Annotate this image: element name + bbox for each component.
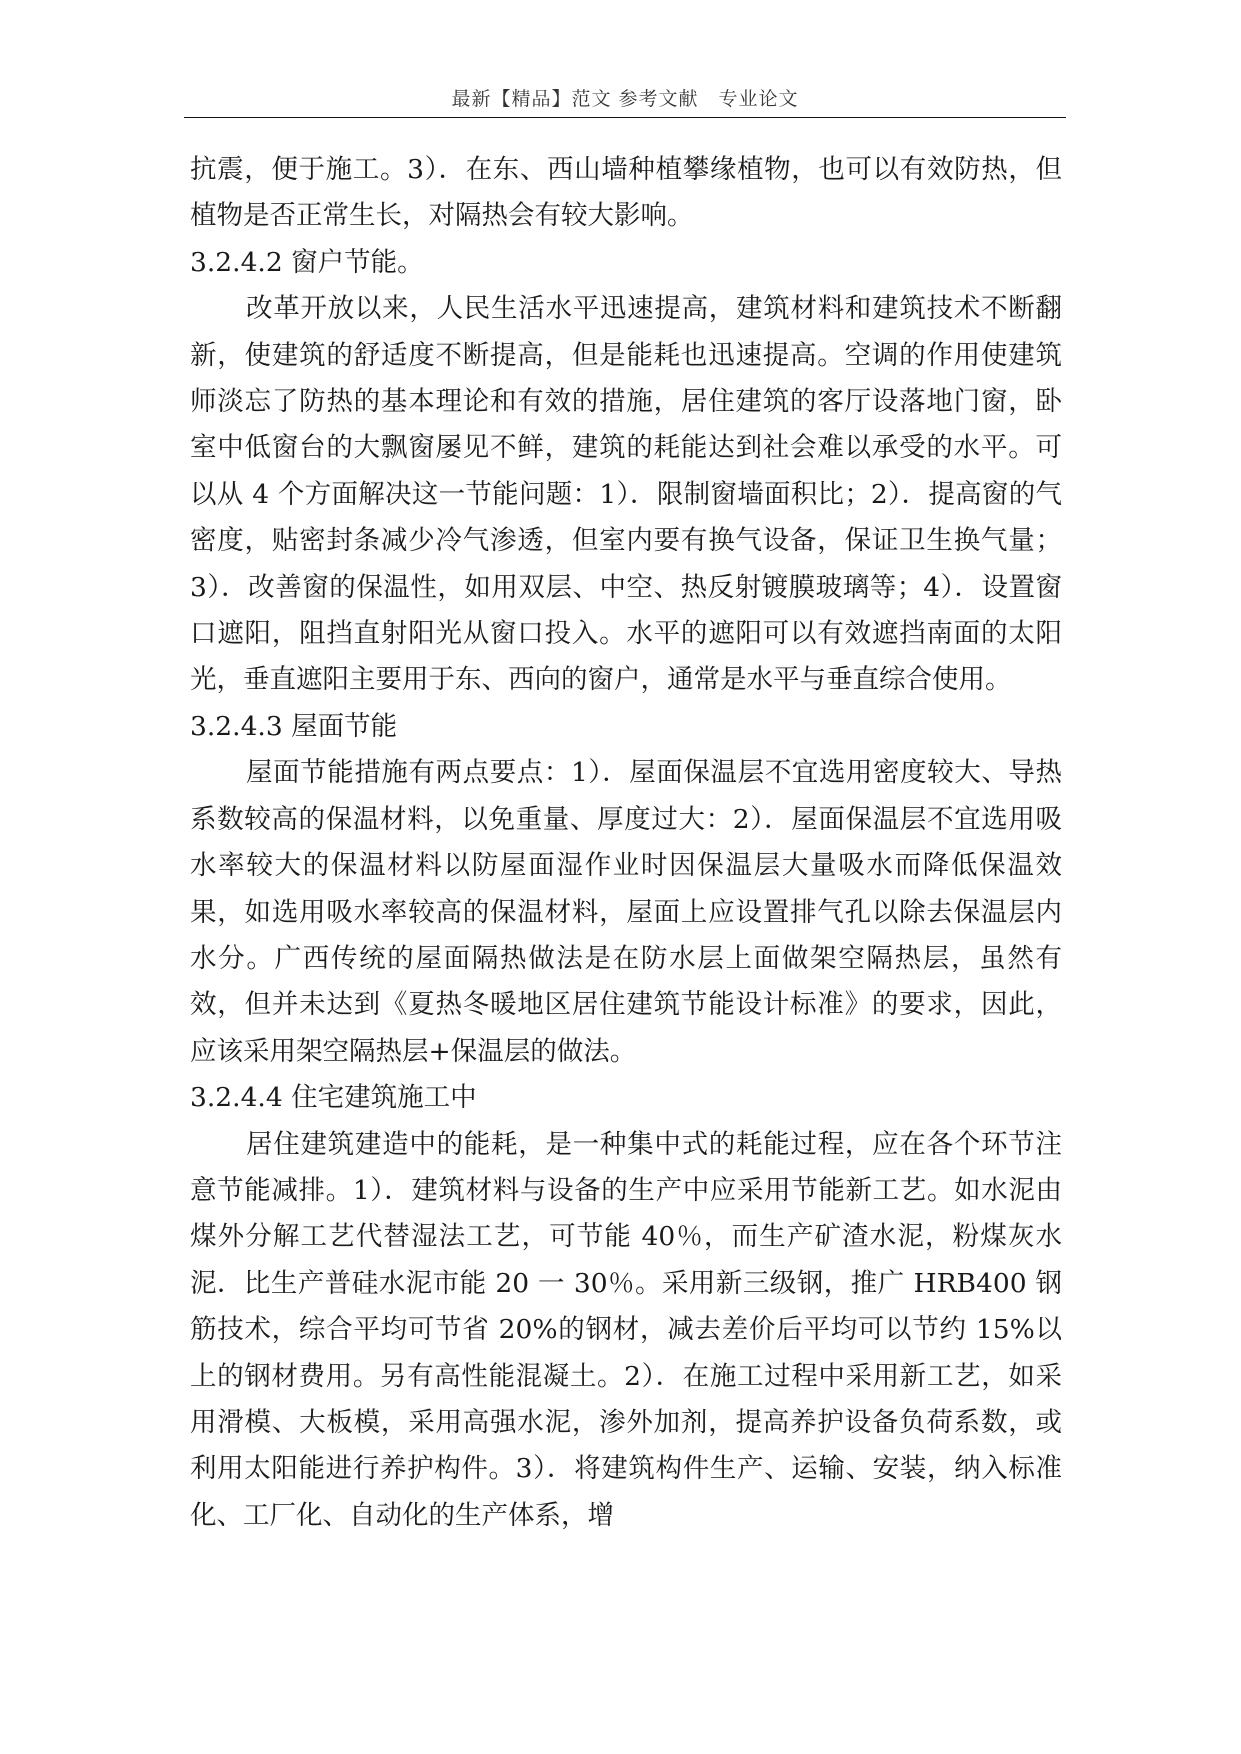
paragraph-window-energy: 改革开放以来，人民生活水平迅速提高，建筑材料和建筑技术不断翻新，使建筑的舒适度不断提高，但是能耗也迅速提高。空调的作用使建筑师淡忘了防热的基本理论和有效的措施，居住建筑的客厅设落地门窗，卧室中低窗台的大飘窗屡见不鲜，建筑的耗能达到社会难以承受的水平。可以从 4 个方面解决这一节能问题：1）．限制窗墙面积比；2）．提高窗的气密度，贴密封条减少冷气渗透，但室内要有换气设备，保证卫生换气量；3）．改善窗的保温性，如用双层、中空、热反射镀膜玻璃等；4）．设置窗口遮阳，阻挡直射阳光从窗口投入。水平的遮阳可以有效遮挡南面的太阳光，垂直遮阳主要用于东、西向的窗户，通常是水平与垂直综合使用。 — [190, 293, 1062, 696]
header-divider — [184, 117, 1066, 118]
section-heading-construction: 3.2.4.4 住宅建筑施工中 — [190, 1082, 477, 1114]
page-header: 最新【精品】范文 参考文献 专业论文 — [451, 88, 799, 110]
paragraph-continuation: 抗震，便于施工。3）．在东、西山墙种植攀缘植物，也可以有效防热，但植物是否正常生长，对隔热会有较大影响。 — [190, 154, 1062, 232]
section-heading-roof-energy: 3.2.4.3 屋面节能 — [190, 710, 398, 742]
document-body — [190, 147, 1062, 1539]
section-heading-window-energy: 3.2.4.2 窗户节能。 — [190, 246, 424, 278]
paragraph-construction: 居住建筑建造中的能耗，是一种集中式的耗能过程，应在各个环节注意节能减排。1）．建筑材料与设备的生产中应采用节能新工艺。如水泥由煤外分解工艺代替湿法工艺，可节能 40％，而生产矿渣水泥，粉煤灰水泥．比生产普硅水泥市能 20 一 30％。采用新三级钢，推广 HRB400 钢筋技术，综合平均可节省 20%的钢材，减去差价后平均可以节约 15%以上的钢材费用。另有高性能混凝土。2）．在施工过程中采用新工艺，如采用滑模、大板模，采用高强水泥，渗外加剂，提高养护设备负荷系数，或利用太阳能进行养护构件。3）．将建筑构件生产、运输、安装，纳入标准化、工厂化、自动化的生产体系，增 — [190, 1128, 1062, 1531]
paragraph-roof-energy: 屋面节能措施有两点要点：1）．屋面保温层不宜选用密度较大、导热系数较高的保温材料，以免重量、厚度过大：2）．屋面保温层不宜选用吸水率较大的保温材料以防屋面湿作业时因保温层大量吸水而降低保温效果，如选用吸水率较高的保温材料，屋面上应设置排气孔以除去保温层内水分。广西传统的屋面隔热做法是在防水层上面做架空隔热层，虽然有效，但并未达到《夏热冬暖地区居住建筑节能设计标准》的要求，因此，应该采用架空隔热层+保温层的做法。 — [190, 757, 1062, 1067]
